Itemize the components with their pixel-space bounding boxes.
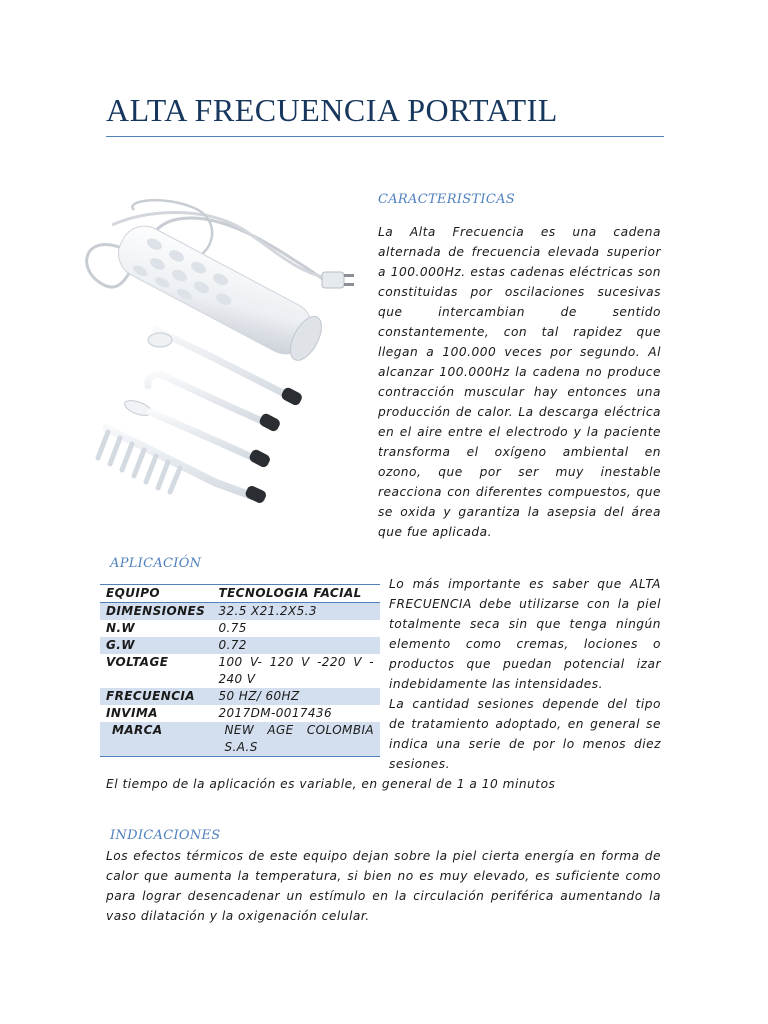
spec-value: TECNOLOGIA FACIAL	[212, 585, 380, 603]
caracteristicas-heading: CARACTERISTICAS	[378, 192, 515, 207]
spec-value: NEW AGE COLOMBIA S.A.S	[212, 722, 380, 757]
title-underline	[106, 136, 664, 137]
spec-value: 0.75	[218, 621, 247, 635]
spec-value: 50 HZ/ 60HZ	[212, 688, 380, 705]
spec-key: MARCA	[100, 722, 212, 757]
spec-row-voltage	[100, 654, 380, 688]
spec-row-marca	[100, 722, 380, 757]
spec-value: 0.72	[212, 637, 380, 654]
spec-row-frecuencia	[100, 688, 380, 705]
page-title: ALTA FRECUENCIA PORTATIL	[106, 92, 558, 128]
product-image	[64, 190, 364, 508]
specs-table	[100, 584, 380, 757]
spec-value: 2017DM-0017436	[218, 706, 332, 720]
spec-key: DIMENSIONES	[100, 603, 212, 621]
spec-row-nw	[100, 620, 380, 637]
spec-key: FRECUENCIA	[100, 688, 212, 705]
spec-key: N.W	[106, 621, 136, 635]
spec-value: 100 V- 120 V -220 V - 240 V	[218, 655, 374, 686]
spec-row-dimensiones	[100, 603, 380, 621]
aplicacion-text-2: La cantidad sesiones depende del tipo de tratamiento adoptado, en general se indica una serie de por lo menos diez sesiones.	[389, 697, 661, 771]
application-time-note: El tiempo de la aplicación es variable, en general de 1 a 10 minutos	[106, 777, 556, 791]
aplicacion-heading: APLICACIÓN	[110, 556, 202, 571]
spec-row-equipo	[100, 585, 380, 603]
indicaciones-text: Los efectos térmicos de este equipo dejan sobre la piel cierta energía en forma de calor que aumenta la temperatura, si bien no es muy elevado, es suficiente como para lograr desencadenar un estímulo en la circulación periférica aumentando la vaso dilatación y la oxigenación celular.	[106, 849, 661, 923]
caracteristicas-text: La Alta Frecuencia es una cadena alternada de frecuencia elevada superior a 100.000Hz. estas cadenas eléctricas son constituidas por oscilaciones sucesivas que intercambian de sentido constantemente, con tal rapidez que llegan a 100.000 veces por segundo. Al alcanzar 100.000Hz la cadena no produce contracción muscular hay entonces una producción de calor. La descarga eléctrica en el aire entre el electrodo y la paciente transforma el oxígeno ambiental en ozono, que por ser muy inestable reacciona con diferentes compuestos, que se oxida y garantiza la asepsia del área que fue aplicada.	[378, 225, 661, 539]
aplicacion-text-1: Lo más importante es saber que ALTA FRECUENCIA debe utilizarse con la piel totalmente seca sin que tenga ningún elemento como cremas, lociones o productos que puedan potencial izar indebidamente las intensidades.	[389, 577, 661, 691]
spec-key: VOLTAGE	[106, 655, 169, 669]
spec-row-invima	[100, 705, 380, 722]
indicaciones-heading: INDICACIONES	[110, 828, 221, 843]
spec-row-gw	[100, 637, 380, 654]
spec-key: G.W	[100, 637, 212, 654]
spec-value: 32.5 X21.2X5.3	[212, 603, 380, 621]
spec-key: EQUIPO	[100, 585, 212, 603]
spec-key: INVIMA	[106, 706, 158, 720]
